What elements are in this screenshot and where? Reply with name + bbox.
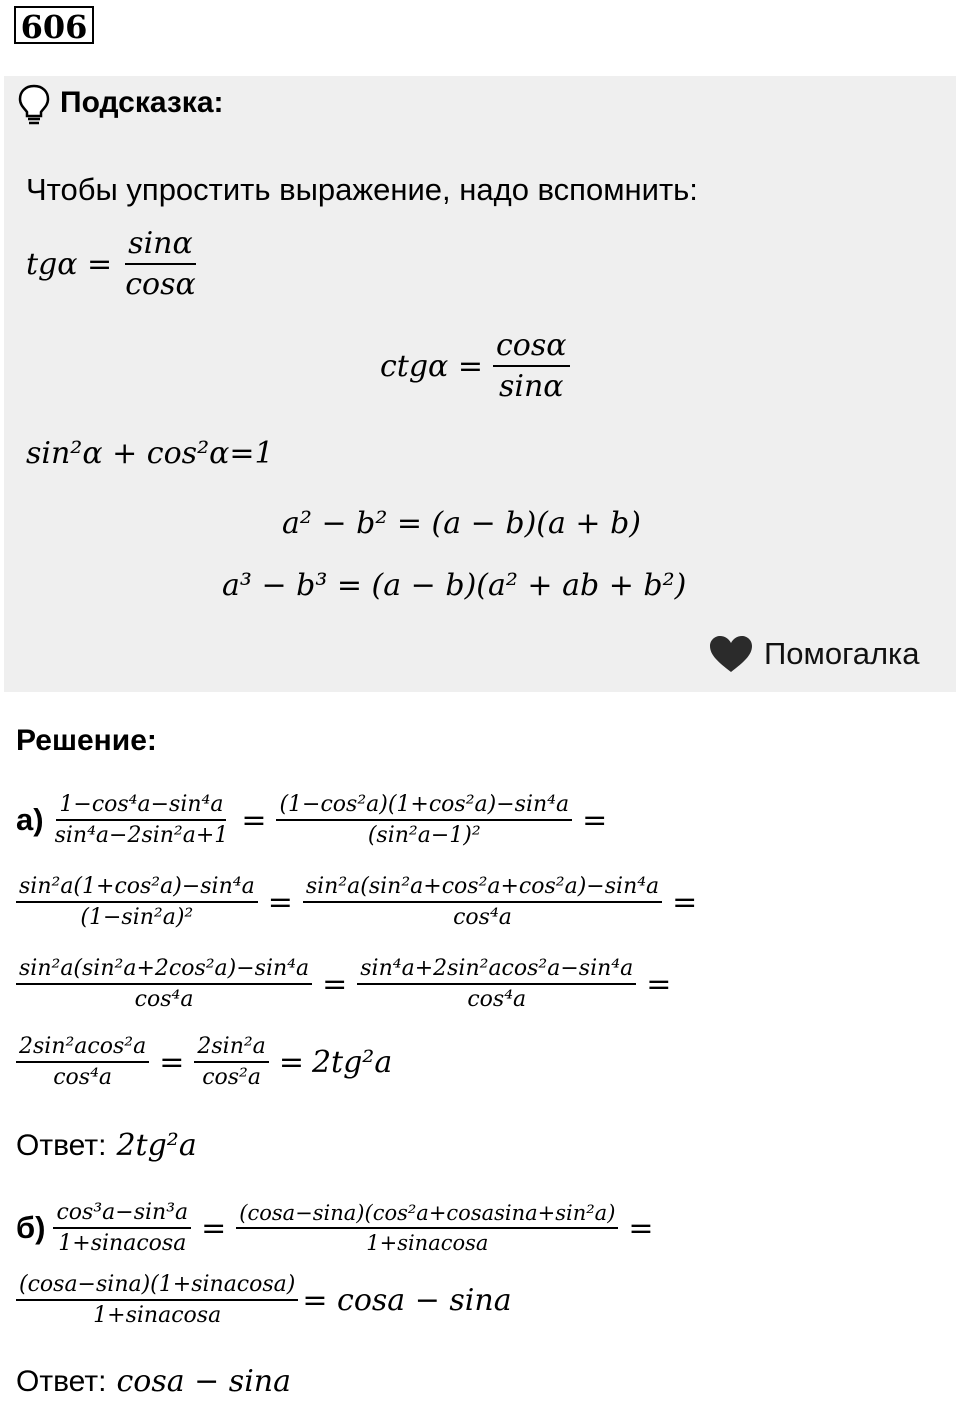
part-a-fraction-1: [52, 792, 232, 848]
formula-tg: [26, 226, 201, 302]
fraction-denominator: cos⁴a: [467, 987, 527, 1012]
fraction-denominator: cos⁴a: [453, 905, 512, 930]
part-a-fraction-8: [194, 1034, 268, 1090]
fraction-numerator: 1−cos⁴a−sin⁴a: [56, 792, 226, 821]
formula-identity: sin²α + cos²α=1: [26, 436, 274, 471]
equals-sign: =: [159, 1044, 185, 1080]
answer-label: Ответ:: [16, 1128, 107, 1162]
fraction-numerator: (cosa−sina)(cos²a+cosasina+sin²a): [236, 1201, 618, 1229]
part-a-line-1: [16, 792, 615, 848]
hint-intro: Чтобы упростить выражение, надо вспомнить:: [26, 172, 698, 207]
part-b-label: б): [16, 1210, 46, 1245]
part-a-fraction-2: [276, 792, 572, 848]
brand-label: Помогалка: [764, 636, 920, 671]
part-a-line-3: [14, 956, 679, 1012]
hint-title: Подсказка:: [60, 86, 224, 119]
equals-sign: =: [267, 884, 293, 920]
part-b-line-1: [16, 1200, 662, 1256]
part-a-line-2: [14, 874, 705, 930]
fraction-denominator: 1+sinacosa: [93, 1303, 222, 1328]
fraction-denominator: sin⁴a−2sin²a+1: [54, 823, 229, 848]
fraction-denominator: 1+sinacosa: [58, 1231, 187, 1256]
tg-numerator: sinα: [125, 226, 196, 265]
answer-label: Ответ:: [16, 1364, 107, 1398]
part-b-fraction-3: [16, 1272, 298, 1328]
fraction-numerator: sin²a(sin²a+2cos²a)−sin⁴a: [16, 956, 312, 985]
part-a-fraction-3: [16, 874, 258, 930]
part-b-fraction-1: [53, 1200, 191, 1256]
part-b-result: = cosa − sina: [302, 1282, 512, 1318]
fraction-numerator: 2sin²acos²a: [16, 1034, 149, 1063]
part-a-result: 2tg²a: [311, 1044, 393, 1080]
equals-sign: =: [672, 884, 698, 920]
part-b-line-2: [14, 1272, 512, 1328]
equals-sign: =: [322, 966, 348, 1002]
answer-value: cosa − sina: [116, 1364, 292, 1399]
fraction-numerator: (1−cos²a)(1+cos²a)−sin⁴a: [276, 792, 572, 821]
equals-sign: =: [201, 1210, 227, 1246]
part-b-fraction-2: [236, 1201, 618, 1255]
fraction-denominator: cos⁴a: [134, 987, 194, 1012]
part-a-fraction-7: [16, 1034, 149, 1090]
fraction-denominator: 1+sinacosa: [366, 1231, 489, 1255]
heart-icon: [708, 634, 754, 679]
equals-sign: =: [646, 966, 672, 1002]
equals-sign: =: [628, 1210, 654, 1246]
part-b-answer: [16, 1364, 291, 1399]
tg-fraction: [122, 226, 199, 302]
fraction-denominator: (1−sin²a)²: [80, 905, 194, 930]
formula-diff-squares: a² − b² = (a − b)(a + b): [282, 506, 641, 541]
part-a-label: а): [16, 802, 44, 837]
fraction-numerator: sin²a(sin²a+cos²a+cos²a)−sin⁴a: [303, 874, 662, 903]
fraction-numerator: (cosa−sina)(1+sinacosa): [16, 1272, 298, 1301]
fraction-numerator: 2sin²a: [194, 1034, 268, 1063]
equals-sign: =: [278, 1044, 304, 1080]
fraction-denominator: cos⁴a: [53, 1065, 113, 1090]
ctg-left: ctgα =: [380, 348, 483, 384]
ctg-numerator: cosα: [493, 328, 570, 367]
formula-diff-cubes: a³ − b³ = (a − b)(a² + ab + b²): [222, 568, 687, 603]
fraction-numerator: sin⁴a+2sin²acos²a−sin⁴a: [357, 956, 636, 985]
answer-value: 2tg²a: [116, 1128, 197, 1163]
tg-left: tgα =: [26, 246, 113, 282]
problem-number: 606: [14, 6, 94, 44]
equals-sign: =: [582, 802, 608, 838]
fraction-denominator: cos²a: [202, 1065, 261, 1090]
tg-denominator: cosα: [125, 267, 196, 302]
part-a-fraction-4: [303, 874, 662, 930]
part-a-fraction-5: [16, 956, 312, 1012]
solution-title: Решение:: [16, 724, 157, 757]
ctg-denominator: sinα: [498, 369, 564, 404]
fraction-denominator: (sin²a−1)²: [367, 823, 481, 848]
fraction-numerator: cos³a−sin³a: [53, 1200, 191, 1229]
fraction-numerator: sin²a(1+cos²a)−sin⁴a: [16, 874, 258, 903]
part-a-line-4: [14, 1034, 392, 1090]
formula-ctg: [380, 328, 572, 404]
part-a-answer: [16, 1128, 197, 1163]
lightbulb-icon: [18, 84, 50, 131]
ctg-fraction: [493, 328, 570, 404]
equals-sign: =: [241, 802, 267, 838]
part-a-fraction-6: [357, 956, 636, 1012]
